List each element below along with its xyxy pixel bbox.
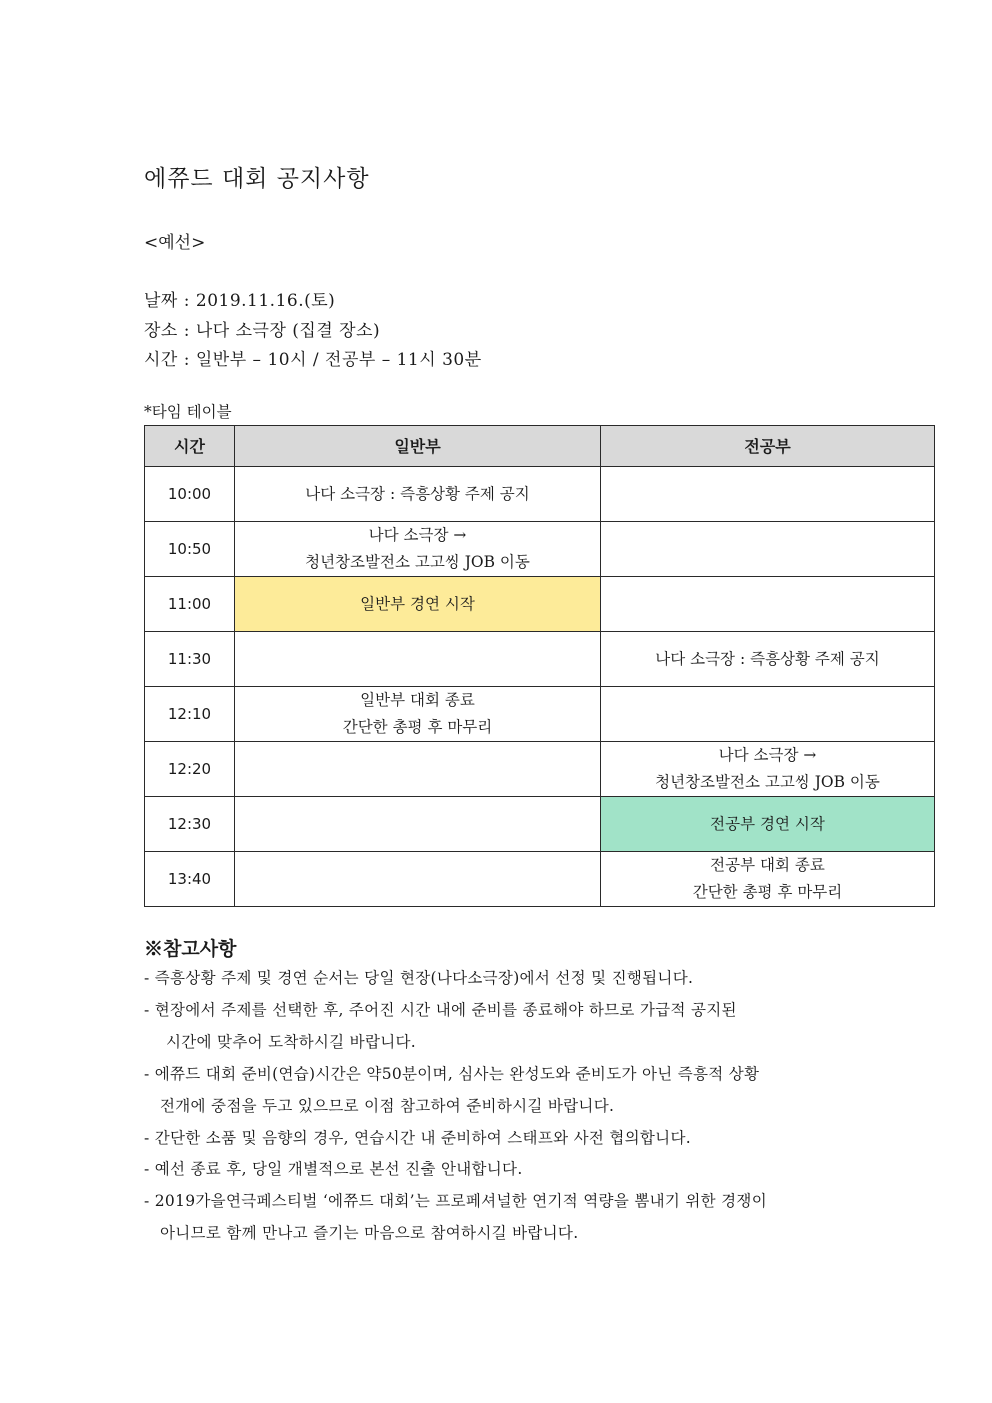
table-row	[145, 467, 935, 522]
time-cell: 12:30	[145, 797, 235, 852]
cell-line: 청년창조발전소 고고씽 JOB 이동	[655, 773, 880, 791]
info-time: 시간 : 일반부 – 10시 / 전공부 – 11시 30분	[144, 350, 482, 370]
general-cell	[235, 522, 601, 577]
general-cell	[235, 687, 601, 742]
table-row	[145, 522, 935, 577]
table-row	[145, 632, 935, 687]
table-row	[145, 687, 935, 742]
cell-line: 전공부 경연 시작	[710, 814, 825, 833]
timetable	[144, 425, 935, 907]
general-cell	[235, 632, 601, 687]
major-cell	[601, 742, 935, 797]
major-cell	[601, 522, 935, 577]
note-line: - 에쮸드 대회 준비(연습)시간은 약50분이며, 심사는 완성도와 준비도가 아닌 즉흥적 상황	[144, 1065, 760, 1083]
time-cell: 12:10	[145, 687, 235, 742]
table-row	[145, 742, 935, 797]
major-cell	[601, 467, 935, 522]
general-cell	[235, 852, 601, 907]
major-cell	[601, 632, 935, 687]
cell-line: 나다 소극장 : 즉흥상황 주제 공지	[655, 649, 880, 668]
info-date: 날짜 : 2019.11.16.(토)	[144, 291, 336, 311]
general-cell	[235, 742, 601, 797]
table-row	[145, 852, 935, 907]
table-header-row	[145, 426, 935, 467]
general-start-cell	[235, 577, 601, 632]
note-line: 아니므로 함께 만나고 즐기는 마음으로 참여하시길 바랍니다.	[160, 1224, 579, 1242]
cell-line: 나다 소극장 →	[718, 746, 817, 764]
note-line: - 즉흥상황 주제 및 경연 순서는 당일 현장(나다소극장)에서 선정 및 진행됩니다.	[144, 969, 694, 987]
note-line: - 간단한 소품 및 음향의 경우, 연습시간 내 준비하여 스태프와 사전 협의합니다.	[144, 1129, 691, 1147]
cell-line: 간단한 총평 후 마무리	[342, 718, 493, 736]
cell-line: 일반부 경연 시작	[360, 594, 475, 613]
cell-line: 전공부 대회 종료	[710, 856, 825, 874]
time-cell: 11:00	[145, 577, 235, 632]
cell-line: 간단한 총평 후 마무리	[692, 883, 843, 901]
header-general: 일반부	[235, 426, 601, 467]
note-line: 전개에 중점을 두고 있으므로 이점 참고하여 준비하시길 바랍니다.	[160, 1097, 615, 1115]
header-major: 전공부	[601, 426, 935, 467]
note-line: - 예선 종료 후, 당일 개별적으로 본선 진출 안내합니다.	[144, 1160, 523, 1178]
header-time: 시간	[145, 426, 235, 467]
page-title: 에쮸드 대회 공지사항	[144, 166, 370, 192]
time-cell: 12:20	[145, 742, 235, 797]
table-caption: *타임 테이블	[144, 403, 232, 421]
section-subtitle: <예선>	[144, 233, 206, 253]
general-cell	[235, 797, 601, 852]
table-row	[145, 577, 935, 632]
major-start-cell	[601, 797, 935, 852]
time-cell: 10:00	[145, 467, 235, 522]
major-cell	[601, 687, 935, 742]
cell-line: 일반부 대회 종료	[360, 691, 475, 709]
general-cell	[235, 467, 601, 522]
cell-line: 청년창조발전소 고고씽 JOB 이동	[305, 553, 530, 571]
note-line: - 2019가을연극페스티벌 ‘에쮸드 대회’는 프로페셔널한 연기적 역량을 뽐내기 위한 경쟁이	[144, 1192, 767, 1210]
major-cell	[601, 852, 935, 907]
note-line: - 현장에서 주제를 선택한 후, 주어진 시간 내에 준비를 종료해야 하므로 가급적 공지된	[144, 1001, 737, 1019]
time-cell: 11:30	[145, 632, 235, 687]
info-place: 장소 : 나다 소극장 (집결 장소)	[144, 321, 381, 341]
time-cell: 10:50	[145, 522, 235, 577]
time-cell: 13:40	[145, 852, 235, 907]
table-row	[145, 797, 935, 852]
notes-title: ※참고사항	[144, 938, 237, 960]
cell-line: 나다 소극장 : 즉흥상황 주제 공지	[305, 484, 530, 503]
note-line: 시간에 맞추어 도착하시길 바랍니다.	[166, 1033, 417, 1051]
cell-line: 나다 소극장 →	[368, 526, 467, 544]
major-cell	[601, 577, 935, 632]
